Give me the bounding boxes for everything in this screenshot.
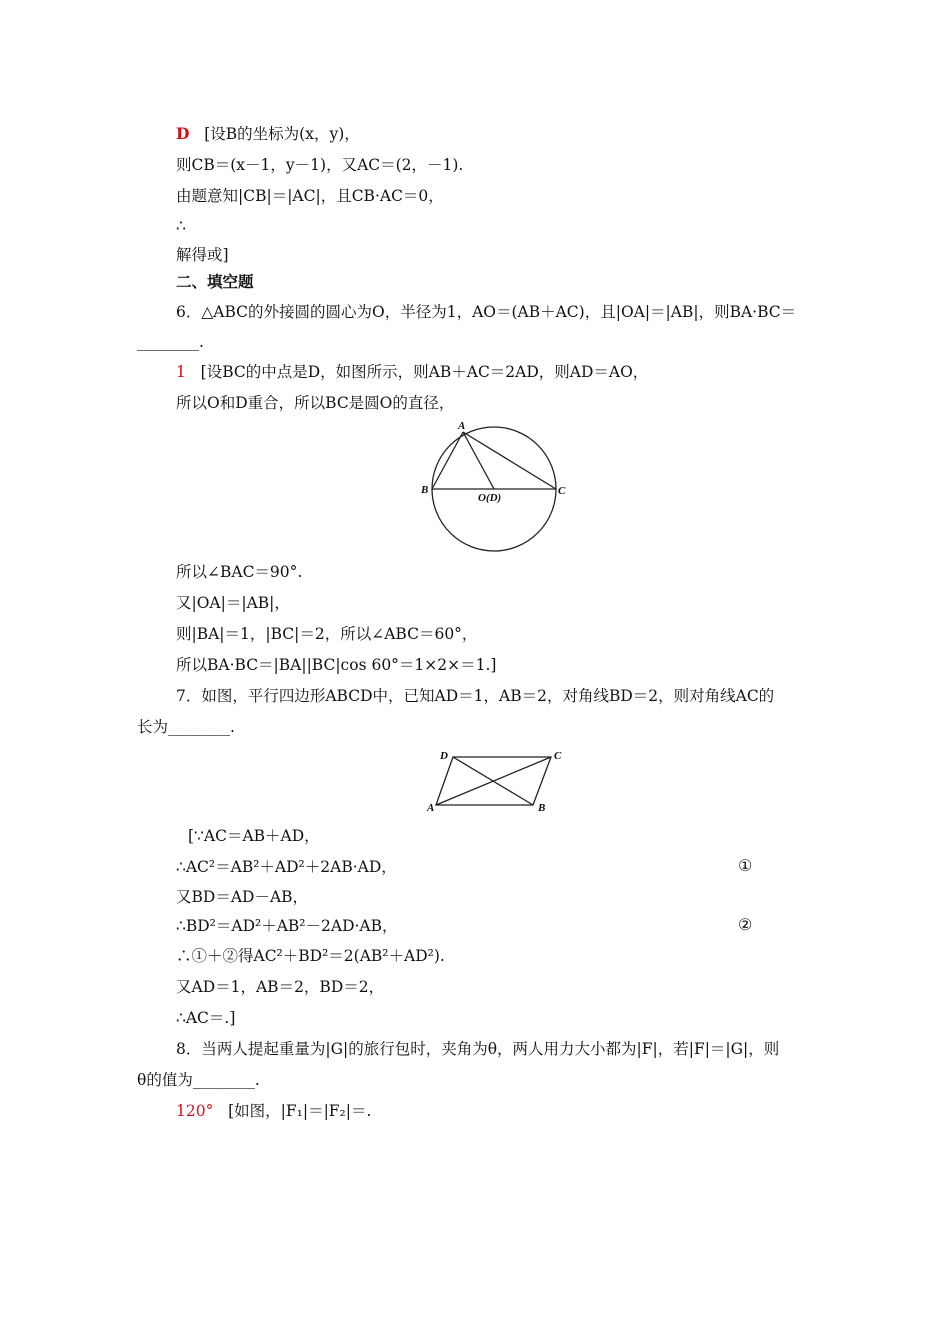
label-d: D — [440, 750, 448, 762]
q8-solution-1 — [176, 1101, 371, 1121]
section-title: 二、填空题 — [176, 272, 254, 291]
q7-stem: 7．如图，平行四边形ABCD中，已知AD＝1，AB＝2，对角线BD＝2，则对角线AC的 — [176, 687, 775, 705]
q7-solution-5: ∴①＋②得AC²＋BD²＝2(AB²＋AD²). — [176, 947, 445, 965]
label-o: O(D) — [478, 492, 502, 504]
q6-solution-3: 所以∠BAC＝90°. — [176, 563, 303, 581]
q6-blank: ________. — [137, 333, 204, 351]
solution-text: [如图，|F₁|＝|F₂|＝. — [228, 1102, 372, 1120]
q6-solution-4: 又|OA|＝|AB|， — [176, 594, 290, 612]
solution-text: [设BC的中点是D，如图所示，则AB＋AC＝2AD，则AD＝AO， — [200, 363, 649, 381]
equation-marker-1: ① — [738, 856, 753, 875]
q7-solution-7: ∴AC＝.] — [176, 1009, 236, 1027]
p5-line-5: 解得或] — [176, 246, 229, 264]
diagonal-bd — [453, 757, 533, 805]
label-b: B — [421, 484, 429, 496]
label-a: A — [458, 420, 466, 432]
q6-solution-6: 所以BA·BC＝|BA||BC|cos 60°＝1×2×＝1.] — [176, 656, 497, 674]
q6-solution-5: 则|BA|＝1，|BC|＝2，所以∠ABC＝60°， — [176, 625, 478, 643]
p5-line-4: ∴ — [176, 217, 186, 235]
q7-solution-4: ∴BD²＝AD²＋AB²－2AD·AB， — [176, 917, 398, 935]
q6-solution-2: 所以O和D重合，所以BC是圆O的直径， — [176, 394, 455, 412]
p5-line-3: 由题意知|CB|＝|AC|，且CB·AC＝0， — [176, 187, 444, 205]
answer-label: 120° — [176, 1102, 214, 1120]
answer-label: D — [176, 124, 190, 143]
label-a: A — [427, 802, 435, 814]
label-b: B — [538, 802, 546, 814]
q7-solution-6: 又AD＝1，AB＝2，BD＝2， — [176, 978, 385, 996]
label-c: C — [558, 485, 566, 497]
q7-solution-2: ∴AC²＝AB²＋AD²＋2AB·AD， — [176, 858, 397, 876]
q8-stem: 8．当两人提起重量为|G|的旅行包时，夹角为θ，两人用力大小都为|F|，若|F|＝|G|，则 — [176, 1040, 780, 1058]
solution-text: [设B的坐标为(x，y)， — [204, 125, 360, 143]
q6-stem: 6．△ABC的外接圆的圆心为O，半径为1，AO＝(AB＋AC)，且|OA|＝|AB|，则BA·BC＝ — [176, 303, 797, 321]
q7-solution-1: [∵AC＝AB＋AD， — [188, 827, 320, 845]
answer-label: 1 — [176, 363, 186, 381]
q7-solution-3: 又BD＝AD－AB， — [176, 888, 309, 906]
equation-marker-2: ② — [738, 915, 753, 934]
label-c: C — [554, 750, 562, 762]
p5-line-2: 则CB＝(x－1，y－1)，又AC＝(2，－1). — [176, 156, 464, 174]
q8-stem-2: θ的值为________. — [137, 1071, 260, 1089]
q7-stem-2: 长为________. — [137, 718, 235, 736]
